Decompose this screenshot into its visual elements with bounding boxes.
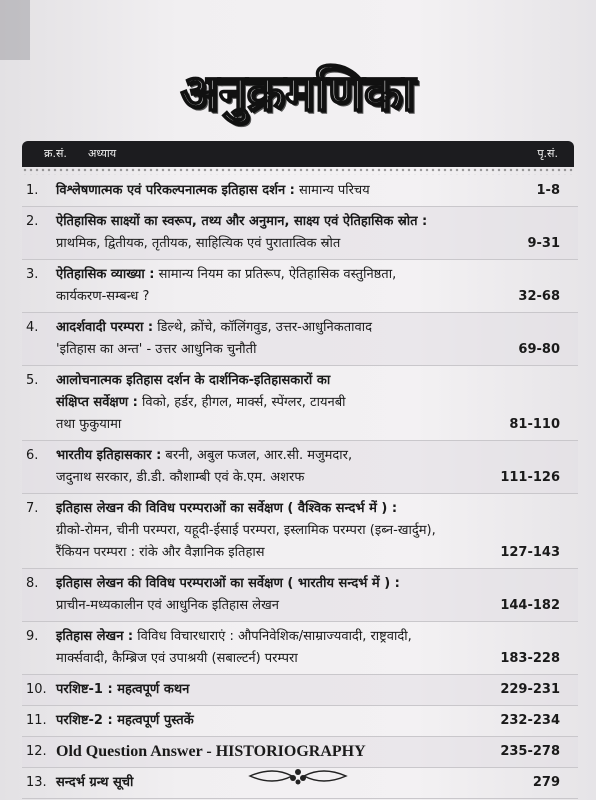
entry-title: इतिहास लेखन की विविध परम्पराओं का सर्वेक्षण ( वैश्विक सन्दर्भ में ) : xyxy=(56,501,398,516)
entry-number: 3. xyxy=(26,267,39,282)
entry-detail: विविध विचारधाराएं : औपनिवेशिक/साम्राज्यवादी, राष्ट्रवादी, xyxy=(133,629,412,644)
toc-entry xyxy=(22,675,578,706)
toc-entry xyxy=(22,313,578,366)
toc-line xyxy=(22,370,578,392)
entry-text xyxy=(56,286,149,308)
entry-page: 1-8 xyxy=(536,183,560,198)
entry-number: 2. xyxy=(26,214,39,229)
entry-text xyxy=(56,233,340,255)
entry-detail: प्राथमिक, द्वितीयक, तृतीयक, साहित्यिक एवं पुरातात्विक स्रोत xyxy=(56,236,341,251)
entry-title: आलोचनात्मक इतिहास दर्शन के दार्शनिक-इतिहासकारों का xyxy=(56,373,331,388)
entry-page: 229-231 xyxy=(500,682,560,697)
toc-entry xyxy=(22,622,578,675)
entry-page: 111-126 xyxy=(500,470,560,485)
toc-line xyxy=(22,180,578,202)
entry-detail: विको, हर्डर, हीगल, मार्क्स, स्पेंग्लर, टायनबी xyxy=(137,395,346,410)
toc-entry xyxy=(22,706,578,737)
entry-page: 127-143 xyxy=(500,545,560,560)
entry-page: 232-234 xyxy=(500,713,560,728)
entry-title: परशिष्ट-2 : महत्वपूर्ण पुस्तकें xyxy=(56,713,194,728)
entry-number: 6. xyxy=(26,448,39,463)
dotted-band xyxy=(22,167,574,175)
entry-title: संक्षिप्त सर्वेक्षण : xyxy=(56,395,138,410)
page-title: अनुक्रमणिका xyxy=(180,64,416,122)
toc-entry xyxy=(22,569,578,622)
toc-line xyxy=(22,498,578,520)
entry-number: 4. xyxy=(26,320,39,335)
entry-text xyxy=(56,573,400,595)
entry-title: विश्लेषणात्मक एवं परिकल्पनात्मक इतिहास दर्शन : xyxy=(56,183,295,198)
toc-line xyxy=(22,467,578,489)
entry-number: 9. xyxy=(26,629,39,644)
entry-number: 1. xyxy=(26,183,39,198)
entry-text xyxy=(56,414,121,436)
toc-line xyxy=(22,445,578,467)
entry-page: 279 xyxy=(532,775,560,790)
entry-text xyxy=(56,264,396,286)
entry-page: 183-228 xyxy=(500,651,560,666)
header-chapter: अध्याय xyxy=(88,147,117,160)
table-header xyxy=(22,141,574,167)
toc-line xyxy=(22,317,578,339)
entry-page: 69-80 xyxy=(518,342,560,357)
toc-entry xyxy=(22,366,578,441)
entry-detail: बरनी, अबुल फजल, आर.सी. मजुमदार, xyxy=(161,448,353,463)
entry-text xyxy=(56,339,256,361)
entry-page: 144-182 xyxy=(500,598,560,613)
toc-entry xyxy=(22,260,578,313)
entry-text xyxy=(56,445,352,467)
entry-number: 10. xyxy=(26,682,47,697)
entry-number: 13. xyxy=(26,775,47,790)
entry-page: 32-68 xyxy=(518,289,560,304)
entry-title: Old Question Answer - HISTORIOGRAPHY xyxy=(56,743,366,760)
entry-title: सन्दर्भ ग्रन्थ सूची xyxy=(56,775,134,790)
entry-text xyxy=(56,520,436,542)
toc-entry xyxy=(22,207,578,260)
entry-number: 11. xyxy=(26,713,47,728)
toc-line xyxy=(22,286,578,308)
header-serial: क्र.सं. xyxy=(44,147,67,160)
entry-title: आदर्शवादी परम्परा : xyxy=(56,320,154,335)
entry-title: भारतीय इतिहासकार : xyxy=(56,448,162,463)
entry-title: ऐतिहासिक व्याख्या : xyxy=(56,267,155,282)
entry-text xyxy=(56,595,279,617)
toc-entry xyxy=(22,494,578,569)
entry-number: 8. xyxy=(26,576,39,591)
toc-entry xyxy=(22,176,578,207)
entry-number: 12. xyxy=(26,744,47,759)
entry-detail: प्राचीन-मध्यकालीन एवं आधुनिक इतिहास लेखन xyxy=(56,598,279,613)
toc-line xyxy=(22,414,578,436)
entry-text xyxy=(56,772,133,794)
entry-title: इतिहास लेखन की विविध परम्पराओं का सर्वेक्षण ( भारतीय सन्दर्भ में ) : xyxy=(56,576,400,591)
entry-text xyxy=(56,648,298,670)
toc-line xyxy=(22,595,578,617)
entry-text xyxy=(56,741,366,764)
entry-number: 7. xyxy=(26,501,39,516)
ornament-icon xyxy=(248,764,348,788)
entry-number: 5. xyxy=(26,373,39,388)
toc-line xyxy=(22,542,578,564)
entry-detail: डिल्थे, क्रोंचे, कॉलिंगवुड, उत्तर-आधुनिकतावाद xyxy=(153,320,372,335)
toc-line xyxy=(22,211,578,233)
entry-title: ऐतिहासिक साक्ष्यों का स्वरूप, तथ्य और अनुमान, साक्ष्य एवं ऐतिहासिक स्रोत : xyxy=(56,214,428,229)
entry-detail: रैंकियन परम्परा : रांके और वैज्ञानिक इतिहास xyxy=(56,545,265,560)
table-of-contents xyxy=(22,176,578,799)
entry-text xyxy=(56,211,427,233)
entry-text xyxy=(56,180,370,202)
entry-text xyxy=(56,392,346,414)
entry-detail: कार्यकरण-सम्बन्ध ? xyxy=(56,289,150,304)
entry-detail: जदुनाथ सरकार, डी.डी. कौशाम्बी एवं के.एम. अशरफ xyxy=(56,470,305,485)
page-corner-shadow xyxy=(0,0,30,60)
toc-line xyxy=(22,679,578,701)
entry-text xyxy=(56,710,194,732)
toc-line xyxy=(22,233,578,255)
entry-page: 235-278 xyxy=(500,744,560,759)
entry-text xyxy=(56,626,412,648)
entry-detail: ग्रीको-रोमन, चीनी परम्परा, यहूदी-ईसाई परम्परा, इस्लामिक परम्परा (इब्न-खार्दुम), xyxy=(56,523,436,538)
toc-line xyxy=(22,339,578,361)
toc-line xyxy=(22,520,578,542)
toc-entry xyxy=(22,441,578,494)
entry-text xyxy=(56,679,189,701)
entry-page: 81-110 xyxy=(509,417,560,432)
toc-line xyxy=(22,741,578,763)
title-area xyxy=(0,58,596,128)
toc-line xyxy=(22,573,578,595)
header-page: पृ.सं. xyxy=(537,147,558,160)
toc-line xyxy=(22,626,578,648)
toc-line xyxy=(22,392,578,414)
entry-detail: सामान्य परिचय xyxy=(294,183,370,198)
entry-page: 9-31 xyxy=(527,236,560,251)
entry-detail: मार्क्सवादी, कैम्ब्रिज एवं उपाश्रयी (सबाल्टर्न) परम्परा xyxy=(56,651,298,666)
entry-text xyxy=(56,542,265,564)
entry-text xyxy=(56,370,330,392)
toc-line xyxy=(22,264,578,286)
entry-text xyxy=(56,317,372,339)
entry-title: परशिष्ट-1 : महत्वपूर्ण कथन xyxy=(56,682,190,697)
entry-detail: सामान्य नियम का प्रतिरूप, ऐतिहासिक वस्तुनिष्ठता, xyxy=(154,267,397,282)
toc-line xyxy=(22,648,578,670)
entry-detail: 'इतिहास का अन्त' - उत्तर आधुनिक चुनौती xyxy=(56,342,257,357)
entry-detail: तथा फुकुयामा xyxy=(56,417,122,432)
toc-line xyxy=(22,710,578,732)
entry-text xyxy=(56,498,397,520)
entry-text xyxy=(56,467,304,489)
entry-title: इतिहास लेखन : xyxy=(56,629,134,644)
